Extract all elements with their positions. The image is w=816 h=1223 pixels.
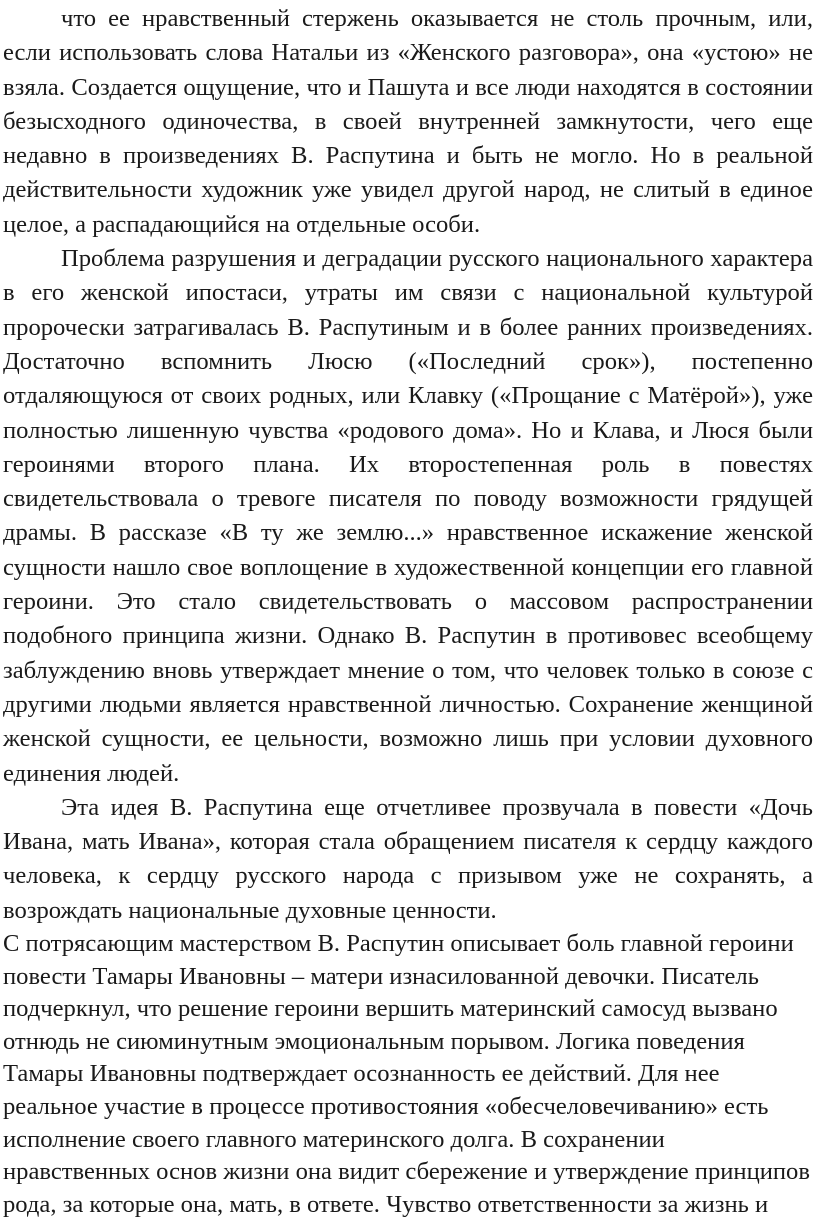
paragraph-2: Проблема разрушения и деградации русского национального характера в его женской ипостаси, утраты им связи с национальной культурой пророчески затрагивалась В. Распутиным и в более ранних произведениях. Достаточно вспомнить Люсю («Последний срок»), постепенно отдаляющуюся от своих родных, или Клавку («Прощание с Матёрой»), уже полностью лишенную чувства «родового дома». Но и Клава, и Люся были героинями второго плана. Их второстепенная роль в повестях свидетельствовала о тревоге писателя по поводу возможности грядущей драмы. В рассказе «В ту же землю...» нравственное искажение женской сущности нашло свое воплощение в художественной концепции его главной героини. Это стало свидетельствовать о массовом распространении подобного принципа жизни. Однако В. Распутин в противовес всеобщему заблуждению вновь утверждает мнение о том, что человек только в союзе с другими людьми является нравственной личностью. Сохранение женщиной женской сущности, ее цельности, возможно лишь при условии духовного единения людей. <box>3 245 813 787</box>
paragraph-4: С потрясающим мастерством В. Распутин описывает боль главной героини повести Тамары Ивановны – матери изнасилованной девочки. Писатель подчеркнул, что решение героини вершить материнский самосуд вызвано отнюдь не сиюминутным эмоциональным порывом. Логика поведения Тамары Ивановны подтверждает осознанность ее действий. Для нее реальное участие в процессе противостояния «обесчеловечиванию» есть исполнение своего главного материнского долга. В сохранении нравственных основ жизни она видит сбережение и утверждение принципов рода, за которые она, мать, в ответе. Чувство ответственности за жизнь и <box>3 930 810 1218</box>
paragraph-3: Эта идея В. Распутина еще отчетливее прозвучала в повести «Дочь Ивана, мать Ивана», которая стала обращением писателя к сердцу каждого человека, к сердцу русского народа с призывом уже не сохранять, а возрождать национальные духовные ценности. <box>3 793 813 924</box>
paragraph-1: что ее нравственный стержень оказывается не столь прочным, или, если использовать слова Натальи из «Женского разговора», она «устою» не взяла. Создается ощущение, что и Пашута и все люди находятся в состоянии безысходного одиночества, в своей внутренней замкнутости, чего еще недавно в произведениях В. Распутина и быть не могло. Но в реальной действительности художник уже увидел другой народ, не слитый в единое целое, а распадающийся на отдельные особи. <box>3 5 813 238</box>
